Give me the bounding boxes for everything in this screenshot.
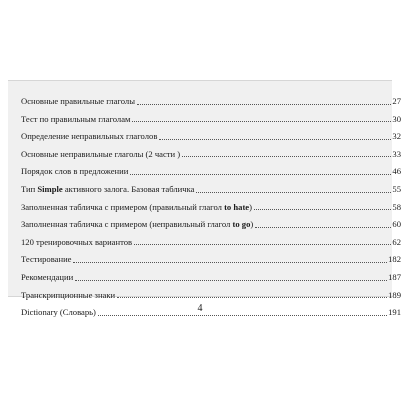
toc-entry-training-variants xyxy=(21,229,401,247)
toc-entry-page: 30 xyxy=(392,113,401,124)
page-number: 4 xyxy=(197,303,203,314)
toc-title-bold: to hate xyxy=(224,201,250,212)
toc-title-part: активного залога. Базовая табличка xyxy=(62,183,195,194)
toc-title-part: ) xyxy=(249,201,252,212)
toc-entry-page: 191 xyxy=(388,307,401,318)
toc-leader-dots xyxy=(255,227,391,228)
toc-entry-page: 189 xyxy=(388,289,401,300)
toc-entry-simple-active xyxy=(21,176,401,194)
table-of-contents xyxy=(8,80,401,318)
toc-entry-title: Определение неправильных глаголов xyxy=(21,131,158,142)
toc-entry-page: 62 xyxy=(392,236,401,247)
toc-entry-word-order xyxy=(21,158,401,176)
toc-entry-page: 46 xyxy=(392,166,401,177)
toc-entry-title: Тест по правильным глаголам xyxy=(21,113,131,124)
toc-leader-dots xyxy=(73,262,387,263)
toc-entry-title: Dictionary (Словарь) xyxy=(21,307,96,318)
toc-leader-dots xyxy=(254,209,391,210)
toc-entry-recommendations xyxy=(21,264,401,282)
toc-list xyxy=(21,88,401,317)
toc-title-part: Тип xyxy=(21,183,38,194)
toc-leader-dots xyxy=(132,121,391,122)
toc-entry-irregular-definition xyxy=(21,123,401,141)
toc-entry-page: 182 xyxy=(388,254,401,265)
toc-entry-irregular-verbs xyxy=(21,141,401,159)
toc-entry-page: 55 xyxy=(392,183,401,194)
toc-entry-title: Рекомендации xyxy=(21,271,74,282)
toc-entry-title: Тестирование xyxy=(21,254,72,265)
toc-entry-example-to-hate xyxy=(21,194,401,212)
toc-leader-dots xyxy=(130,174,391,175)
toc-leader-dots xyxy=(75,280,387,281)
toc-entry-regular-verbs-test xyxy=(21,106,401,124)
toc-entry-example-to-go xyxy=(21,211,401,229)
toc-entry-title xyxy=(21,185,195,194)
toc-entry-regular-verbs xyxy=(21,88,401,106)
toc-title-part: ) xyxy=(250,219,254,230)
toc-entry-title: Порядок слов в предложении xyxy=(21,166,129,177)
toc-leader-dots xyxy=(117,297,387,298)
toc-title-part: Заполненная табличка с примером (неправильный глагол xyxy=(21,219,233,230)
toc-entry-page: 60 xyxy=(392,219,401,230)
toc-leader-dots xyxy=(159,139,391,140)
toc-entry-title: 120 тренировочных вариантов xyxy=(21,236,133,247)
toc-entry-transcription xyxy=(21,282,401,300)
toc-leader-dots xyxy=(98,315,387,316)
toc-entry-page: 58 xyxy=(392,201,401,212)
toc-leader-dots xyxy=(182,156,391,157)
toc-entry-title xyxy=(21,220,254,229)
toc-entry-page: 32 xyxy=(392,131,401,142)
toc-entry-page: 187 xyxy=(388,271,401,282)
toc-entry-title: Транскрипционные знаки xyxy=(21,289,116,300)
toc-entry-title xyxy=(21,203,253,212)
toc-entry-page: 33 xyxy=(392,148,401,159)
toc-leader-dots xyxy=(196,192,391,193)
toc-leader-dots xyxy=(137,104,391,105)
toc-entry-testing xyxy=(21,246,401,264)
toc-title-part: Заполненная табличка с примером (правильный глагол xyxy=(21,201,225,212)
toc-title-bold: Simple xyxy=(37,183,63,194)
toc-title-bold: to go xyxy=(232,219,251,230)
toc-entry-page: 27 xyxy=(392,96,401,106)
toc-entry-title: Основные неправильные глаголы (2 части ) xyxy=(21,148,181,159)
toc-leader-dots xyxy=(134,244,391,245)
toc-entry-title: Основные правильные глаголы xyxy=(21,96,135,106)
